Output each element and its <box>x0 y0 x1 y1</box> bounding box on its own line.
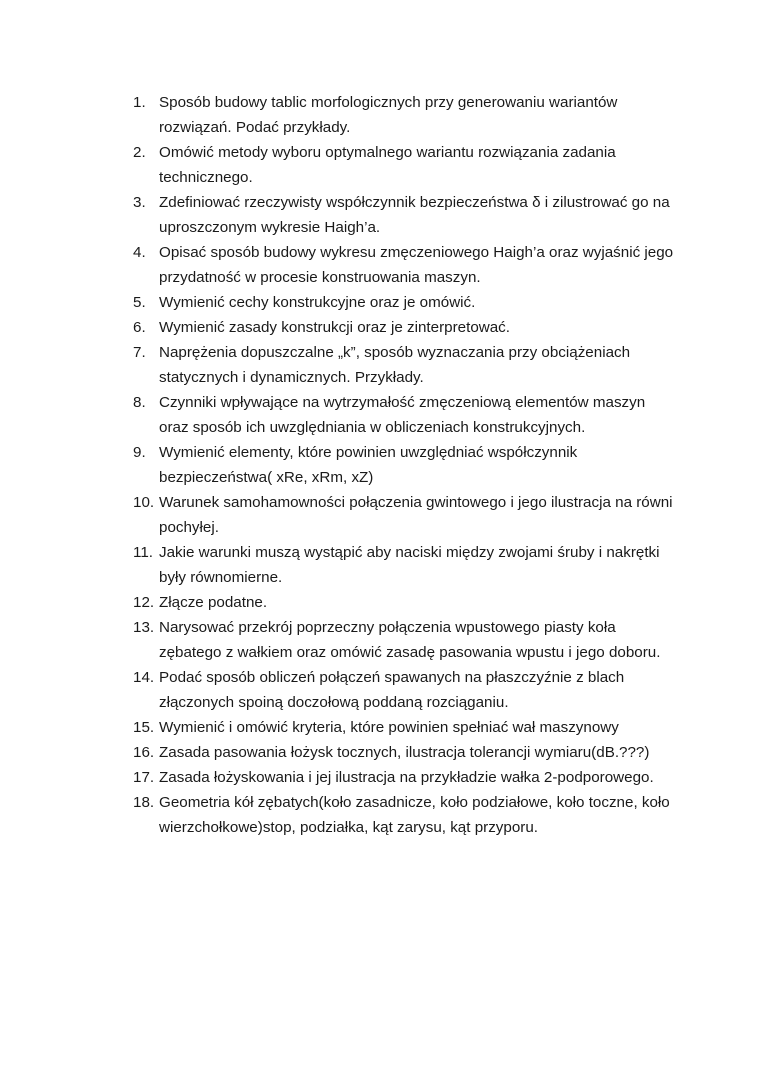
question-text: Warunek samohamowności połączenia gwintowego i jego ilustracja na równi pochyłej. <box>159 494 673 536</box>
question-number: 2. <box>133 144 146 161</box>
question-text: Podać sposób obliczeń połączeń spawanych na płaszczyźnie z blach złączonych spoiną doczołową poddaną rozciąganiu. <box>159 669 625 711</box>
list-item <box>133 790 678 840</box>
list-item <box>133 665 678 715</box>
question-text: Zdefiniować rzeczywisty współczynnik bezpieczeństwa δ i zilustrować go na uproszczonym wykresie Haigh’a. <box>159 194 670 236</box>
list-item <box>133 390 678 440</box>
list-item <box>133 340 678 390</box>
question-text: Zasada łożyskowania i jej ilustracja na przykładzie wałka 2-podporowego. <box>159 769 654 786</box>
question-number: 6. <box>133 319 146 336</box>
question-text: Jakie warunki muszą wystąpić aby naciski między zwojami śruby i nakrętki były równomierne. <box>159 544 660 586</box>
list-item <box>133 715 678 740</box>
question-number: 3. <box>133 194 146 211</box>
question-text: Czynniki wpływające na wytrzymałość zmęczeniową elementów maszyn oraz sposób ich uwzględniania w obliczeniach konstrukcyjnych. <box>159 394 646 436</box>
question-text: Zasada pasowania łożysk tocznych, ilustracja tolerancji wymiaru(dB.???) <box>159 744 650 761</box>
question-text: Omówić metody wyboru optymalnego wariantu rozwiązania zadania technicznego. <box>159 144 616 186</box>
list-item <box>133 615 678 665</box>
question-number: 10. <box>133 494 155 511</box>
list-item <box>133 490 678 540</box>
list-item <box>133 290 678 315</box>
question-number: 18. <box>133 794 155 811</box>
list-item <box>133 765 678 790</box>
question-number: 4. <box>133 244 146 261</box>
question-number: 9. <box>133 444 146 461</box>
exam-question-list <box>133 90 678 840</box>
list-item <box>133 140 678 190</box>
question-text: Opisać sposób budowy wykresu zmęczeniowego Haigh’a oraz wyjaśnić jego przydatność w procesie konstruowania maszyn. <box>159 244 674 286</box>
question-text: Złącze podatne. <box>159 594 268 611</box>
question-text: Narysować przekrój poprzeczny połączenia wpustowego piasty koła zębatego z wałkiem oraz omówić zasadę pasowania wpustu i jego doboru. <box>159 619 661 661</box>
question-text: Naprężenia dopuszczalne „k”, sposób wyznaczania przy obciążeniach statycznych i dynamicznych. Przykłady. <box>159 344 631 386</box>
question-number: 8. <box>133 394 146 411</box>
question-text: Wymienić zasady konstrukcji oraz je zinterpretować. <box>159 319 510 336</box>
list-item <box>133 590 678 615</box>
question-text: Wymienić elementy, które powinien uwzględniać współczynnik bezpieczeństwa( xRe, xRm, xZ) <box>159 444 578 486</box>
question-number: 13. <box>133 619 155 636</box>
list-item <box>133 315 678 340</box>
question-number: 16. <box>133 744 155 761</box>
question-number: 5. <box>133 294 146 311</box>
question-number: 11. <box>133 544 153 561</box>
question-text: Wymienić i omówić kryteria, które powinien spełniać wał maszynowy <box>159 719 619 736</box>
list-item <box>133 540 678 590</box>
question-text: Geometria kół zębatych(koło zasadnicze, koło podziałowe, koło toczne, koło wierzchołkowe)stop, podziałka, kąt zarysu, kąt przyporu. <box>159 794 670 836</box>
list-item <box>133 740 678 765</box>
list-item <box>133 440 678 490</box>
question-number: 1. <box>133 94 146 111</box>
question-number: 17. <box>133 769 155 786</box>
list-item <box>133 240 678 290</box>
question-text: Wymienić cechy konstrukcyjne oraz je omówić. <box>159 294 476 311</box>
question-number: 15. <box>133 719 155 736</box>
question-number: 12. <box>133 594 155 611</box>
question-text: Sposób budowy tablic morfologicznych przy generowaniu wariantów rozwiązań. Podać przykłady. <box>159 94 618 136</box>
list-item <box>133 90 678 140</box>
question-number: 14. <box>133 669 155 686</box>
list-item <box>133 190 678 240</box>
question-number: 7. <box>133 344 146 361</box>
